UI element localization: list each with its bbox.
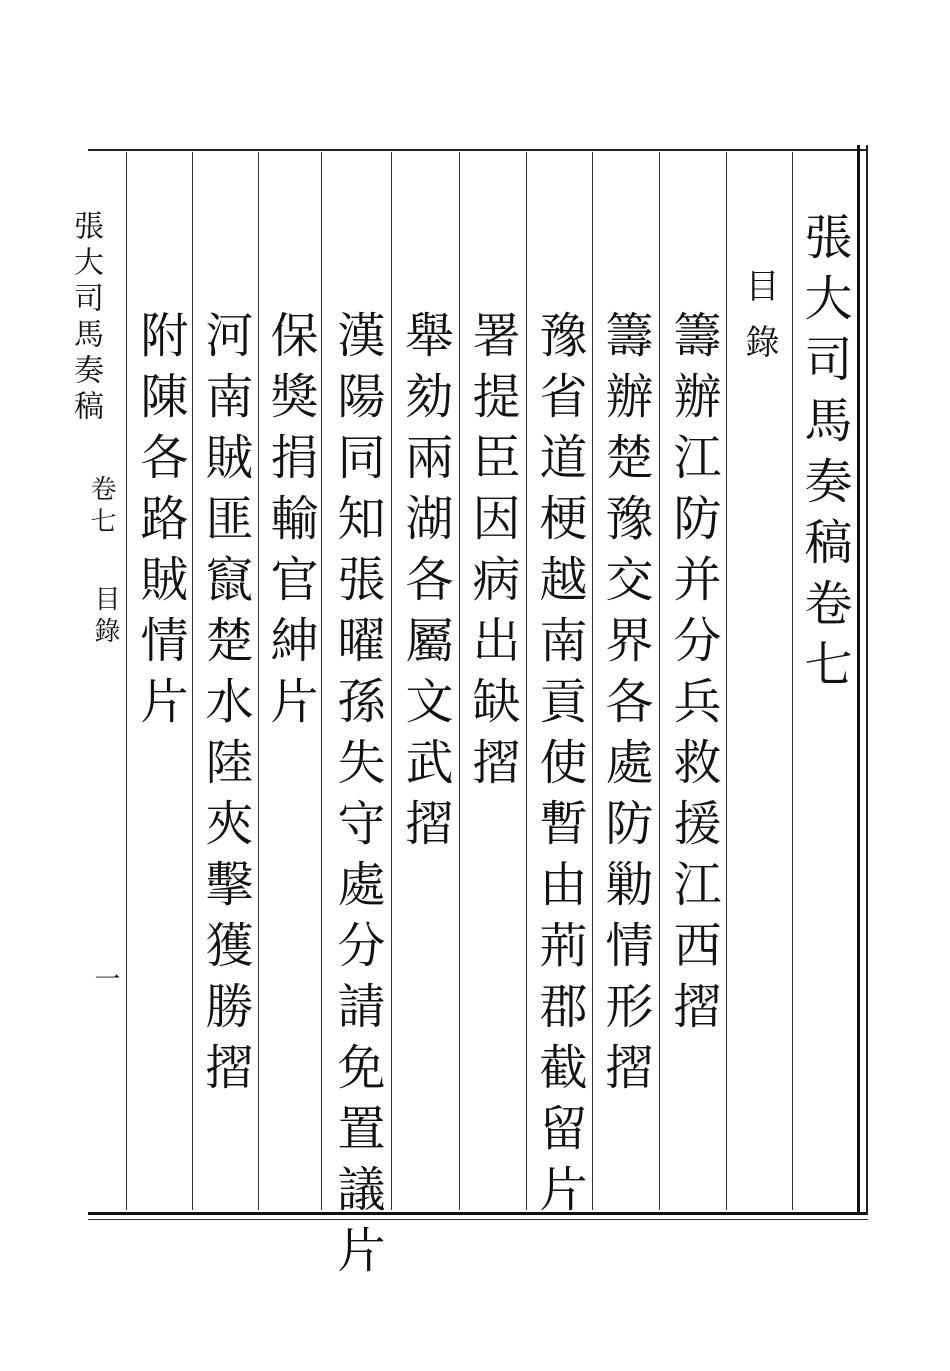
frame-right-border-outer [866,145,868,1215]
toc-entry: 署提臣因病出缺摺 [464,310,520,798]
toc-entry: 籌辦楚豫交界各處防勦情形摺 [597,310,653,1103]
toc-entry: 保獎捐輸官紳片 [262,310,318,737]
column-rule [126,152,127,1210]
margin-book-title: 張大司馬奏稿 [68,210,103,426]
margin-section: 目錄 [90,585,120,649]
column-rule [792,152,793,1210]
column-rule [526,152,527,1210]
column-rule [391,152,392,1210]
toc-entry: 舉劾兩湖各屬文武摺 [397,310,453,859]
column-rule [192,152,193,1210]
column-rule [726,152,727,1210]
frame-top-border [88,149,866,151]
toc-entry: 河南賊匪竄楚水陸夾擊獲勝摺 [197,310,253,1103]
column-rule [659,152,660,1210]
toc-entry: 附陳各路賊情片 [132,310,188,737]
margin-folio: 一 [90,965,120,997]
toc-entry: 豫省道梗越南貢使暫由荊郡截留片 [531,310,587,1225]
frame-bottom-border-inner [88,1219,868,1220]
book-title: 張大司馬奏稿卷七 [796,212,852,700]
section-heading: 目錄 [739,268,779,380]
margin-volume: 卷七 [86,475,116,539]
column-rule [459,152,460,1210]
toc-entry: 漢陽同知張曜孫失守處分請免置議片 [329,310,385,1286]
column-rule [258,152,259,1210]
column-rule [321,152,322,1210]
toc-entry: 籌辦江防并分兵救援江西摺 [665,310,721,1042]
column-rule [592,152,593,1210]
frame-bottom-border [88,1212,868,1215]
frame-right-border [857,145,860,1215]
